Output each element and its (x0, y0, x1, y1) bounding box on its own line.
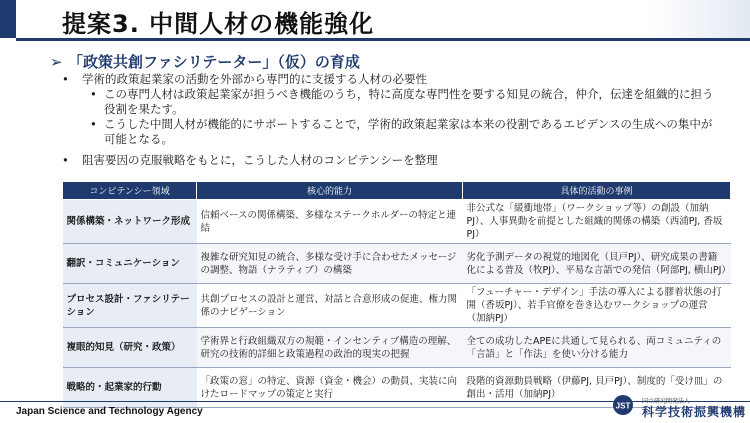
jst-logo-icon (612, 394, 634, 416)
competency-area-cell: 複眼的知見（研究・政策） (63, 328, 197, 368)
competency-area-cell: 関係構築・ネットワーク形成 (63, 200, 197, 244)
bullet-list (62, 72, 722, 168)
section-heading (50, 51, 360, 72)
agency-name: Japan Science and Technology Agency (16, 406, 203, 417)
competency-area-cell: プロセス設計・ファシリテーション (63, 284, 197, 328)
table-row (63, 244, 731, 284)
bullet-item (62, 153, 722, 168)
footer (0, 398, 750, 423)
competency-table (62, 181, 731, 408)
bullet-text: この専門人材は政策起業家が担うべき機能のうち，特に高度な専門性を要する知見の統合，仲介，伝達を組織的に担う役割を果たす。 (104, 87, 714, 116)
title-bar (0, 0, 750, 42)
bullet-item (62, 72, 722, 87)
title-accent-block (0, 0, 16, 38)
table-header-row (63, 182, 731, 200)
core-ability-cell: 共創プロセスの設計と運営、対話と合意形成の促進、権力関係のナビゲーション (197, 284, 463, 328)
arrow-bullet-icon: ➢ (50, 53, 63, 71)
bullet-marker: • (90, 87, 97, 101)
bullet-marker: • (62, 72, 69, 86)
table-row (63, 284, 731, 328)
competency-area-cell: 翻訳・コミュニケーション (63, 244, 197, 284)
svg-text:JST: JST (615, 401, 631, 411)
org-type-label: 国立研究開発法人 (642, 398, 691, 405)
core-ability-cell: 複雑な研究知見の統合、多様な受け手に合わせたメッセージの調整、物語（ナラティブ）の構築 (197, 244, 463, 284)
activity-example-cell: 段階的資源動員戦略（伊藤PJ, 貝戸PJ）、制度的「受け皿」の創出・活用（加納PJ） (463, 368, 731, 408)
column-header: 核心的能力 (197, 182, 463, 200)
table-row (63, 328, 731, 368)
activity-example-cell: 非公式な「緩衝地帯」（ワークショップ等）の創設（加納PJ）、人事異動を前提とした組織的関係の構築（西浦PJ, 香坂PJ） (463, 200, 731, 244)
bullet-text: こうした中間人材が機能的にサポートすることで，学術的政策起業家は本来の役割であるエビデンスの生成への集中が可能となる。 (104, 117, 713, 146)
bullet-text: 阻害要因の克服戦略をもとに，こうした人材のコンピテンシーを整理 (82, 153, 438, 167)
sub-bullet-item (62, 117, 722, 147)
title-gradient (650, 0, 750, 38)
core-ability-cell: 信頼ベースの関係構築、多様なステークホルダーの特定と連結 (197, 200, 463, 244)
core-ability-cell: 「政策の窓」の特定、資源（資金・機会）の動員、実装に向けたロードマップの策定と実行 (197, 368, 463, 408)
sub-bullet-item (62, 87, 722, 117)
title-underline (16, 38, 750, 41)
column-header: コンピテンシー領域 (63, 182, 197, 200)
competency-area-cell: 戦略的・起業家的行動 (63, 368, 197, 408)
activity-example-cell: 全ての成功したAPEに共通して見られる、両コミュニティの「言語」と「作法」を使い分ける能力 (463, 328, 731, 368)
page-title: 提案3. 中間人材の機能強化 (62, 10, 375, 38)
bullet-marker: • (90, 117, 97, 131)
column-header: 具体的活動の事例 (463, 182, 731, 200)
bullet-text: 学術的政策起業家の活動を外部から専門的に支援する人材の必要性 (82, 72, 427, 86)
core-ability-cell: 学術界と行政組織双方の規範・インセンティブ構造の理解、研究の技術的詳細と政策過程の政治的現実の把握 (197, 328, 463, 368)
org-name: 科学技術振興機構 (642, 405, 747, 419)
activity-example-cell: 「フューチャー・デザイン」手法の導入による膠着状態の打開（香坂PJ）、若手官僚を巻き込むワークショップの運営（加納PJ） (463, 284, 731, 328)
bullet-marker: • (62, 153, 69, 167)
table-row (63, 200, 731, 244)
section-heading-text: 「政策共創ファシリテーター」（仮）の育成 (68, 53, 360, 71)
activity-example-cell: 劣化予測データの視覚的地図化（貝戸PJ）、研究成果の書籍化による普及（牧PJ）、平易な言語での発信（阿部PJ, 横山PJ） (463, 244, 731, 284)
